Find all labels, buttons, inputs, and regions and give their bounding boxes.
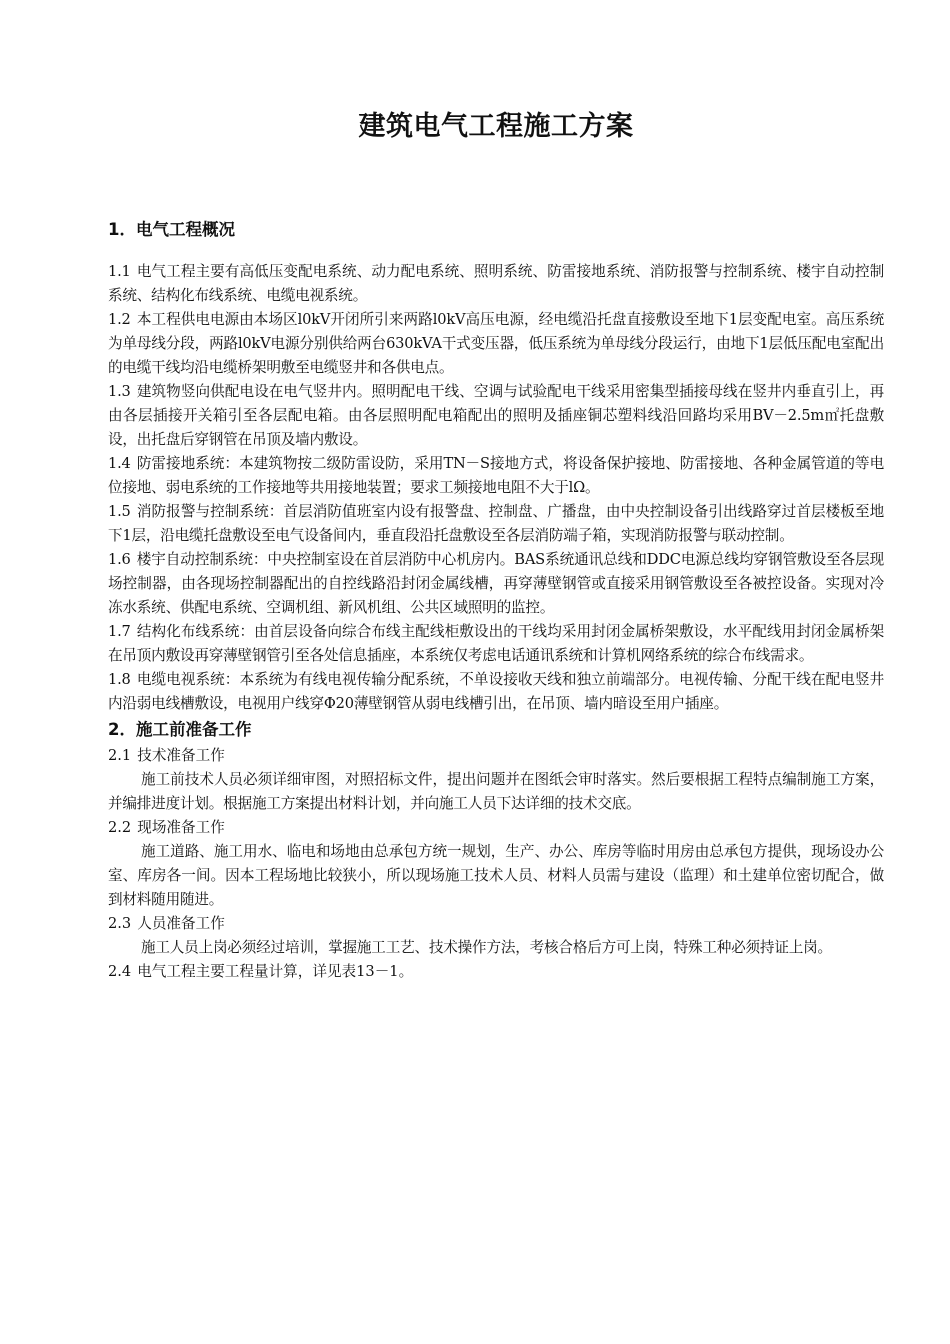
- section-1-heading: 1．电气工程概况: [108, 220, 235, 239]
- item-text: 消防报警与控制系统：首层消防值班室内设有报警盘、控制盘、广播盘，由中央控制设备引出线路穿过首层楼板至地下1层，沿电缆托盘敷设至电气设备间内，垂直段沿托盘敷设至各层消防端子箱，实现消防报警与联动控制。: [108, 503, 884, 544]
- paragraph-2-2: 施工道路、施工用水、临电和场地由总承包方统一规划，生产、办公、库房等临时用房由总承包方提供，现场设办公室、库房各一间。因本工程场地比较狭小，所以现场施工技术人员、材料人员需与建设（监理）和土建单位密切配合，做到材料随用随进。: [108, 843, 884, 908]
- page-title: 建筑电气工程施工方案: [358, 111, 634, 142]
- item-text: 本工程供电电源由本场区l0kV开闭所引来两路l0kV高压电源，经电缆沿托盘直接敷设至地下1层变配电室。高压系统为单母线分段，两路l0kV电源分别供给两台630kVA干式变压器，低压系统为单母线分段运行，由地下1层低压配电室配出的电缆干线均沿电缆桥架明敷至电缆竖井和各供电点。: [108, 311, 884, 376]
- paragraph-1-3: [108, 380, 884, 452]
- paragraph-1-1: [108, 260, 884, 308]
- item-number: 2.2: [108, 819, 132, 836]
- item-number: 1.4: [108, 455, 131, 472]
- subsection-label: 现场准备工作: [137, 819, 225, 836]
- item-text: 结构化布线系统：由首层设备向综合布线主配线柜敷设出的干线均采用封闭金属桥架敷设，水平配线用封闭金属桥架在吊顶内敷设再穿薄壁钢管引至各处信息插座，本系统仅考虑电话通讯系统和计算机网络系统的综合布线需求。: [108, 623, 884, 664]
- paragraph-1-2: [108, 308, 884, 380]
- item-number: 1.1: [108, 263, 131, 280]
- item-text: 防雷接地系统：本建筑物按二级防雷设防，采用TN－S接地方式，将设备保护接地、防雷接地、各种金属管道的等电位接地、弱电系统的工作接地等共用接地装置；要求工频接地电阻不大于lΩ。: [108, 455, 884, 496]
- subsection-2-4-heading: [108, 960, 884, 984]
- item-text: 电气工程主要有高低压变配电系统、动力配电系统、照明系统、防雷接地系统、消防报警与控制系统、楼宇自动控制系统、结构化布线系统、电缆电视系统。: [108, 263, 884, 304]
- item-text: 建筑物竖向供配电设在电气竖井内。照明配电干线、空调与试验配电干线采用密集型插接母线在竖井内垂直引上，再由各层插接开关箱引至各层配电箱。由各层照明配电箱配出的照明及插座铜芯塑料线沿回路均采用BV－2.5m㎡托盘敷设，出托盘后穿钢管在吊顶及墙内敷设。: [108, 383, 884, 448]
- subsection-2-2-heading: [108, 816, 884, 840]
- section-2-heading: 2．施工前准备工作: [108, 720, 252, 739]
- paragraph-2-3: 施工人员上岗必须经过培训，掌握施工工艺、技术操作方法，考核合格后方可上岗，特殊工种必须持证上岗。: [141, 939, 832, 956]
- subsection-label: 技术准备工作: [137, 747, 225, 764]
- item-number: 1.3: [108, 383, 131, 400]
- subsection-2-1-heading: [108, 744, 884, 768]
- item-number: 1.5: [108, 503, 131, 520]
- paragraph-1-4: [108, 452, 884, 500]
- item-number: 2.3: [108, 915, 132, 932]
- item-number: 1.6: [108, 551, 131, 568]
- document-body: [108, 216, 884, 984]
- item-number: 2.4: [108, 963, 132, 980]
- item-text: 电缆电视系统：本系统为有线电视传输分配系统，不单设接收天线和独立前端部分。电视传输、分配干线在配电竖井内沿弱电线槽敷设，电视用户线穿Φ20薄壁钢管从弱电线槽引出，在吊顶、墙内暗设至用户插座。: [108, 671, 884, 712]
- item-text: 楼宇自动控制系统：中央控制室设在首层消防中心机房内。BAS系统通讯总线和DDC电源总线均穿钢管敷设至各层现场控制器，由各现场控制器配出的自控线路沿封闭金属线槽，再穿薄壁钢管或直接采用钢管敷设至各被控设备。实现对冷冻水系统、供配电系统、空调机组、新风机组、公共区域照明的监控。: [108, 551, 884, 616]
- item-number: 1.2: [108, 311, 131, 328]
- subsection-label: 电气工程主要工程量计算，详见表13－1。: [137, 963, 414, 980]
- paragraph-1-7: [108, 620, 884, 668]
- subsection-label: 人员准备工作: [137, 915, 225, 932]
- paragraph-1-6: [108, 548, 884, 620]
- item-number: 2.1: [108, 747, 132, 764]
- paragraph-2-1: 施工前技术人员必须详细审图，对照招标文件，提出问题并在图纸会审时落实。然后要根据工程特点编制施工方案，并编排进度计划。根据施工方案提出材料计划，并向施工人员下达详细的技术交底。: [108, 771, 884, 812]
- paragraph-1-5: [108, 500, 884, 548]
- subsection-2-3-heading: [108, 912, 884, 936]
- paragraph-1-8: [108, 668, 884, 716]
- item-number: 1.7: [108, 623, 131, 640]
- item-number: 1.8: [108, 671, 131, 688]
